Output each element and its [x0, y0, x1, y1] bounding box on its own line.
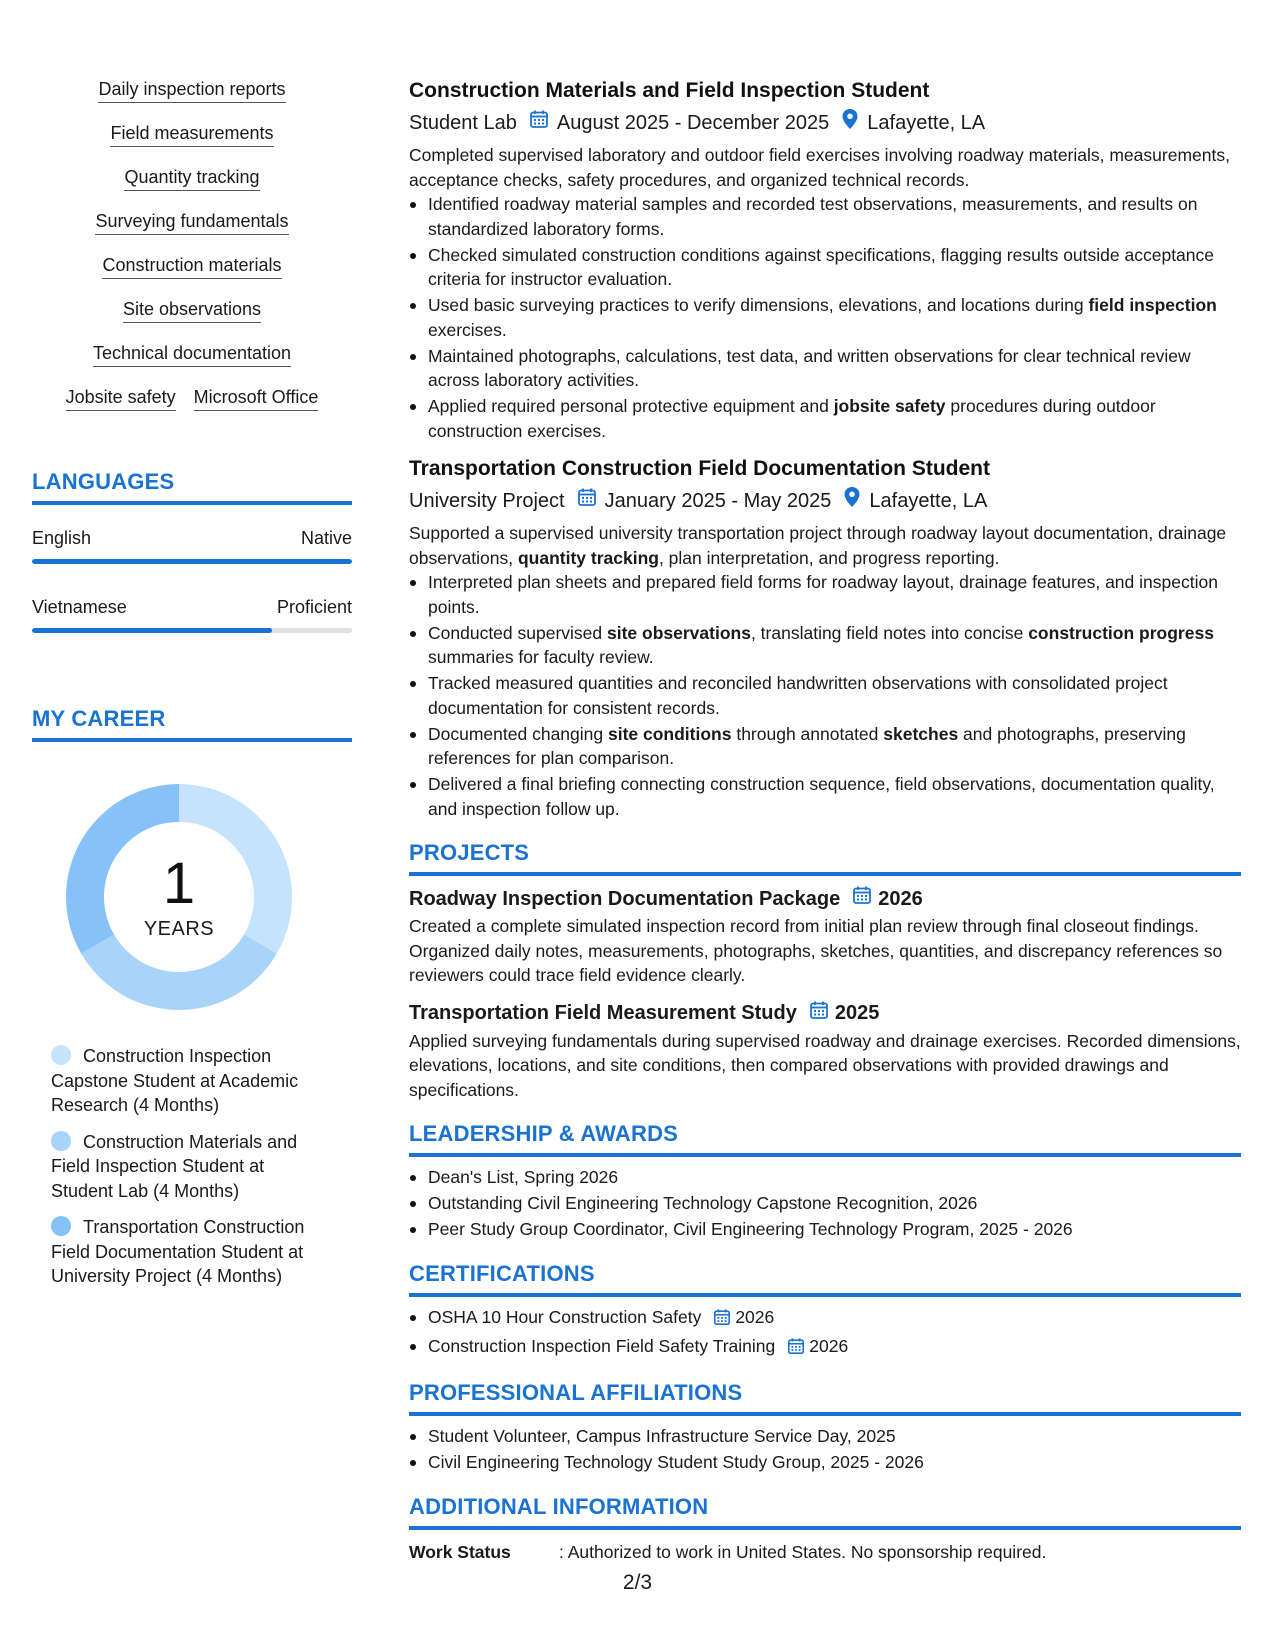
- section-title: LANGUAGES: [32, 469, 175, 494]
- job-summary: [409, 521, 1241, 570]
- calendar-icon: [809, 1000, 829, 1027]
- affiliation-item: Civil Engineering Technology Student Study Group, 2025 - 2026: [409, 1450, 1241, 1475]
- calendar-icon: [787, 1337, 805, 1362]
- section-title: LEADERSHIP & AWARDS: [409, 1121, 679, 1146]
- experience-list: [409, 78, 1241, 821]
- skill-row: [123, 298, 261, 323]
- project-year: 2026: [878, 887, 923, 910]
- calendar-icon: [713, 1308, 731, 1333]
- certifications-section: [409, 1260, 1241, 1362]
- award-item: Outstanding Civil Engineering Technology Capstone Recognition, 2026: [409, 1191, 1241, 1216]
- experience-entry: [409, 78, 1241, 443]
- section-title: PROJECTS: [409, 840, 530, 865]
- project-name: Roadway Inspection Documentation Package: [409, 887, 841, 910]
- text-run: Maintained photographs, calculations, test data, and written observations for clear technical review across laboratory activities.: [428, 345, 1191, 390]
- job-bullet: [409, 192, 1241, 241]
- certification-item: [409, 1305, 1241, 1333]
- skill-tag: Field measurements: [110, 122, 273, 147]
- section-title: MY CAREER: [32, 706, 166, 731]
- career-legend-item: [51, 1215, 322, 1289]
- projects-section: [409, 839, 1241, 1102]
- bold-text: site observations: [607, 622, 751, 643]
- skill-row: [102, 254, 281, 279]
- job-organization: University Project: [409, 489, 565, 512]
- sidebar: [32, 78, 352, 1301]
- text-run: , plan interpretation, and progress reporting.: [658, 547, 1000, 568]
- text-run: Used basic surveying practices to verify dimensions, elevations, and locations during: [428, 295, 1089, 315]
- skill-tag: Quantity tracking: [124, 166, 259, 191]
- job-bullet: [409, 621, 1241, 670]
- section-divider: [32, 501, 352, 505]
- section-divider: [32, 738, 352, 742]
- project-name: Transportation Field Measurement Study: [409, 1002, 797, 1024]
- skill-row: [110, 122, 273, 147]
- job-bullet: [409, 344, 1241, 393]
- work-status-value: : Authorized to work in United States. No sponsorship required.: [559, 1541, 1047, 1562]
- project-title-row: [409, 885, 1241, 912]
- language-level-fill: [32, 628, 272, 633]
- section-divider: [409, 1526, 1241, 1530]
- project-entry: [409, 885, 1241, 988]
- section-divider: [409, 1153, 1241, 1157]
- text-run: Documented changing: [428, 723, 608, 744]
- calendar-icon: [577, 487, 597, 514]
- section-title: PROFESSIONAL AFFILIATIONS: [409, 1380, 743, 1405]
- section-divider: [409, 872, 1241, 876]
- text-run: , translating field notes into concise: [750, 622, 1029, 643]
- legend-dot: [51, 1216, 71, 1236]
- text-run: Delivered a final briefing connecting construction sequence, field observations, documentation quality, and inspection follow up.: [428, 774, 1215, 819]
- job-bullet: [409, 570, 1241, 619]
- job-title: Transportation Construction Field Documentation Student: [409, 457, 990, 480]
- page-number: 2/3: [622, 1571, 653, 1594]
- map-pin-icon: [841, 108, 859, 137]
- bold-text: site conditions: [607, 723, 732, 744]
- calendar-icon: [852, 885, 872, 912]
- job-bullet: [409, 671, 1241, 720]
- affiliations-section: [409, 1379, 1241, 1475]
- job-organization: Student Lab: [409, 111, 517, 134]
- job-meta: [409, 486, 1241, 515]
- legend-label: Transportation Construction Field Documentation Student at University Project (4 Months): [51, 1217, 305, 1286]
- section-divider: [409, 1293, 1241, 1297]
- legend-label: Construction Materials and Field Inspection Student at Student Lab (4 Months): [51, 1131, 298, 1201]
- skill-row: [98, 78, 285, 103]
- bold-text: quantity tracking: [517, 547, 659, 568]
- skill-tag: Jobsite safety: [66, 386, 176, 411]
- language-level: Native: [300, 528, 352, 548]
- project-entry: [409, 1000, 1241, 1103]
- language-level-bar: [32, 559, 352, 564]
- language-name: English: [32, 528, 92, 548]
- text-run: procedures during outdoor construction exercises.: [428, 396, 1156, 441]
- certification-name: OSHA 10 Hour Construction Safety: [428, 1306, 702, 1327]
- bold-text: sketches: [883, 723, 959, 744]
- skill-tag: Technical documentation: [93, 342, 291, 367]
- career-years-unit: YEARS: [143, 917, 215, 940]
- language-name: Vietnamese: [32, 597, 127, 617]
- work-status-label: Work Status: [409, 1541, 511, 1562]
- bold-text: construction progress: [1028, 622, 1214, 643]
- bold-text: field inspection: [1088, 295, 1217, 315]
- skill-tag: Surveying fundamentals: [95, 210, 288, 235]
- language-row: [32, 527, 352, 549]
- language-level-bar: [32, 628, 352, 633]
- skill-row: [66, 386, 319, 411]
- job-meta: [409, 108, 1241, 137]
- skill-row: [95, 210, 288, 235]
- section-title: ADDITIONAL INFORMATION: [409, 1493, 709, 1519]
- text-run: Supported a supervised university transportation project through roadway layout documentation, drainage observations,: [409, 523, 1227, 568]
- career-donut-chart: [66, 784, 292, 1010]
- text-run: Checked simulated construction conditions against specifications, flagging results outside acceptance criteria for instructor evaluation.: [428, 244, 1215, 289]
- text-run: through annotated: [731, 723, 884, 744]
- work-status-row: [409, 1540, 1241, 1564]
- text-run: summaries for faculty review.: [428, 647, 654, 667]
- job-dates: August 2025 - December 2025: [556, 111, 830, 134]
- text-run: Tracked measured quantities and reconciled handwritten observations with consolidated project documentation for consistent records.: [428, 673, 1168, 718]
- job-bullet: [409, 243, 1241, 292]
- project-title-row: [409, 1000, 1241, 1027]
- skill-row: [124, 166, 259, 191]
- skill-tag: Site observations: [123, 298, 261, 323]
- bold-text: jobsite safety: [833, 396, 946, 416]
- additional-info-section: [409, 1493, 1241, 1564]
- project-description: Applied surveying fundamentals during supervised roadway and drainage exercises. Recorded dimensions, elevations, locations, and site conditions, then compared observations with provided drawings and specifications.: [409, 1030, 1241, 1100]
- certification-year: 2026: [735, 1306, 775, 1327]
- job-bullet: [409, 394, 1241, 443]
- job-bullets: [409, 192, 1241, 443]
- job-dates: January 2025 - May 2025: [604, 489, 832, 512]
- text-run: Interpreted plan sheets and prepared field forms for roadway layout, drainage features, and inspection points.: [428, 572, 1218, 617]
- text-run: Applied required personal protective equipment and: [428, 396, 834, 416]
- section-divider: [409, 1412, 1241, 1416]
- affiliation-item: Student Volunteer, Campus Infrastructure Service Day, 2025: [409, 1424, 1241, 1449]
- project-year: 2025: [834, 1002, 880, 1024]
- skills-list: [32, 78, 352, 430]
- text-run: Conducted supervised: [428, 622, 607, 643]
- main-content: [409, 78, 1241, 1564]
- experience-entry: [409, 456, 1241, 821]
- job-location: Lafayette, LA: [869, 489, 988, 512]
- job-bullet: [409, 772, 1241, 821]
- award-item: Peer Study Group Coordinator, Civil Engineering Technology Program, 2025 - 2026: [409, 1217, 1241, 1242]
- legend-dot: [51, 1045, 71, 1065]
- legend-label: Construction Inspection Capstone Student at Academic Research (4 Months): [51, 1046, 299, 1115]
- certification-item: [409, 1334, 1241, 1362]
- skill-tag: Daily inspection reports: [98, 78, 285, 103]
- languages-section: [32, 468, 352, 633]
- certification-name: Construction Inspection Field Safety Training: [428, 1335, 776, 1356]
- job-bullet: [409, 293, 1241, 342]
- job-summary: Completed supervised laboratory and outdoor field exercises involving roadway materials, measurements, acceptance checks, safety procedures, and organized technical records.: [409, 145, 1230, 190]
- legend-dot: [51, 1131, 71, 1151]
- text-run: Identified roadway material samples and recorded test observations, measurements, and results on standardized laboratory forms.: [428, 194, 1198, 239]
- job-location: Lafayette, LA: [867, 111, 986, 134]
- career-legend: [32, 1044, 322, 1289]
- skill-tag: Microsoft Office: [194, 386, 319, 411]
- career-section: [32, 705, 352, 1289]
- language-level-fill: [32, 559, 352, 564]
- career-legend-item: [51, 1130, 322, 1204]
- award-item: Dean's List, Spring 2026: [409, 1165, 1241, 1190]
- map-pin-icon: [843, 486, 861, 515]
- career-years-value: 1: [162, 850, 196, 916]
- leadership-section: [409, 1120, 1241, 1242]
- skill-row: [93, 342, 291, 367]
- calendar-icon: [529, 109, 549, 136]
- job-title: Construction Materials and Field Inspection Student: [409, 79, 930, 102]
- job-bullet: [409, 722, 1241, 771]
- job-bullets: [409, 570, 1241, 821]
- language-level: Proficient: [276, 597, 352, 617]
- career-legend-item: [51, 1044, 322, 1118]
- text-run: and photographs, preserving references for plan comparison.: [428, 723, 1186, 768]
- language-row: [32, 596, 352, 618]
- section-title: CERTIFICATIONS: [409, 1260, 595, 1286]
- skill-tag: Construction materials: [102, 254, 281, 279]
- project-description: Created a complete simulated inspection record from initial plan review through final closeout findings. Organized daily notes, measurements, photographs, sketches, quantities, and discrepancy references so reviewers could trace field evidence clearly.: [409, 916, 1223, 985]
- certification-year: 2026: [809, 1335, 849, 1356]
- text-run: exercises.: [428, 319, 507, 340]
